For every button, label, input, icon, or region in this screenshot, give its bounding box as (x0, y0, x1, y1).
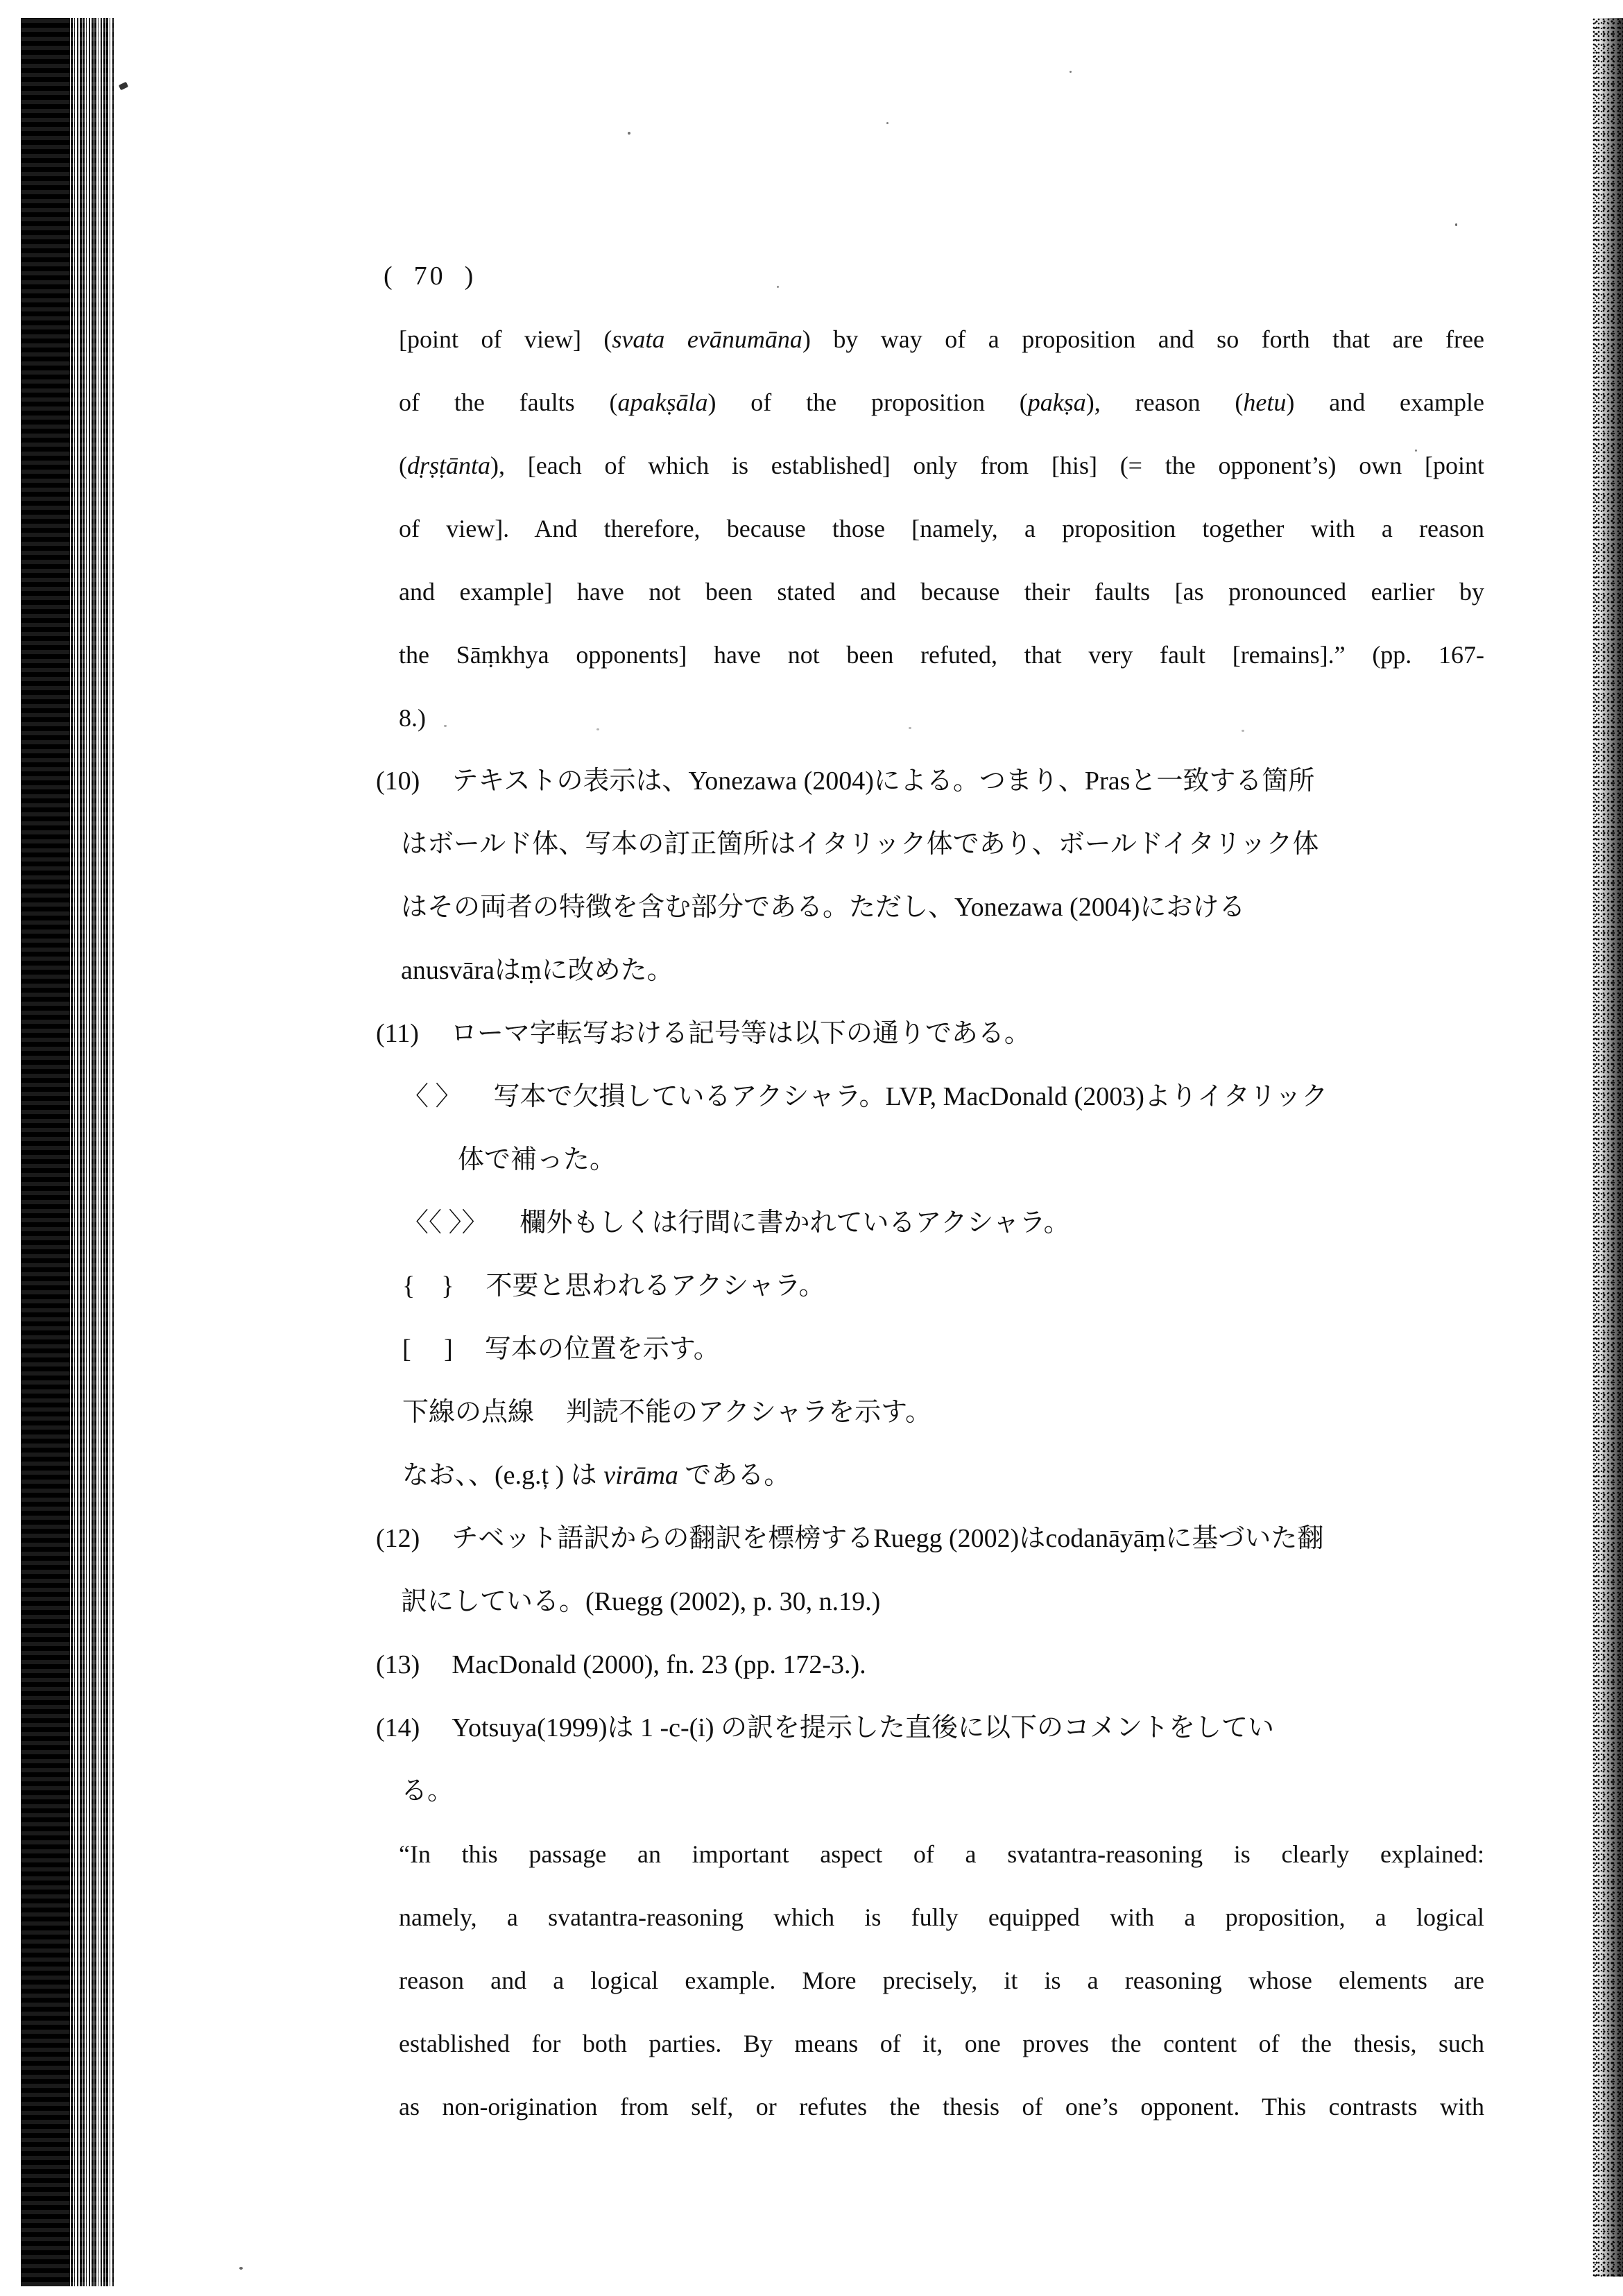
text-segment: 写本で欠損しているアクシャラ。LVP, MacDonald (2003)よりイタリック (493, 1082, 1328, 1111)
footnote-label: (13) (376, 1650, 420, 1679)
text-line (361, 1634, 1498, 1697)
footnote-label: (11) (376, 1019, 419, 1048)
text-segment: as non-origination from self, or refutes the thesis of one’s opponent. This contrasts with (399, 2093, 1484, 2121)
text-line (361, 1129, 1498, 1192)
footnote-label: 〈〈 〉〉 (402, 1208, 488, 1237)
text-segment: and example] have not been stated and because their faults [as pronounced earlier by (399, 578, 1484, 606)
scan-speck (777, 286, 779, 288)
text-segment: テキストの表示は、Yonezawa (2004)による。つまり、Prasと一致する箇所 (452, 766, 1315, 796)
text-segment: である。 (678, 1461, 791, 1490)
text-segment: ローマ字転写おける記号等は以下の通りである。 (450, 1019, 1031, 1048)
text-segment: hetu (1243, 388, 1287, 416)
text-line (361, 813, 1498, 876)
text-line (361, 1002, 1498, 1065)
footnote-label: 〈 〉 (402, 1082, 462, 1111)
text-segment: ( (399, 452, 407, 479)
text-segment: はその両者の特徴を含む部分である。ただし、Yonezawa (2004)における (401, 893, 1246, 922)
text-segment: ) of the proposition ( (707, 388, 1028, 416)
text-segment: ) by way of a proposition and so forth that are free (802, 325, 1484, 353)
text-line (361, 1949, 1484, 2012)
text-segment: apakṣāla (617, 388, 708, 416)
text-line (361, 497, 1484, 560)
text-line (361, 876, 1498, 939)
scan-noise-band (1592, 18, 1623, 2277)
text-line (361, 1507, 1498, 1570)
scan-speck (119, 82, 128, 90)
text-segment: namely, a svatantra-reasoning which is fully equipped with a proposition, a logical (399, 1903, 1484, 1931)
text-segment: established for both parties. By means of it, one proves the content of the thesis, such (399, 2030, 1484, 2057)
footnote-label: (14) (376, 1713, 420, 1742)
text-segment: ), [each of which is established] only from [his] (= the opponent’s) own [point (490, 452, 1484, 479)
text-line (361, 1570, 1498, 1634)
text-segment: dṛṣṭānta (407, 452, 491, 479)
footnote-label: 下線の点線 (402, 1398, 535, 1427)
scan-speck (1070, 71, 1072, 73)
text-line (361, 687, 1498, 750)
text-segment: 欄外もしくは行間に書かれているアクシャラ。 (519, 1208, 1070, 1237)
text-segment: ), reason ( (1085, 388, 1244, 416)
text-segment: なお、、(e.g.ț ) は (402, 1461, 604, 1490)
text-segment: チベット語訳からの翻訳を標榜するRuegg (2002)はcodanāyāṃに基づいた翻 (452, 1524, 1324, 1553)
text-line (361, 750, 1498, 813)
text-line (361, 1886, 1484, 1949)
footnote-label: (10) (376, 766, 420, 796)
footnote-label: (12) (376, 1524, 420, 1553)
footnote-label: [ ] (402, 1335, 453, 1364)
text-segment: [point of view] ( (399, 325, 612, 353)
text-line (361, 2012, 1484, 2075)
text-segment: 写本の位置を示す。 (484, 1335, 720, 1364)
text-segment: ) and example (1286, 388, 1484, 416)
text-line (361, 560, 1484, 624)
text-line (361, 1192, 1498, 1255)
scan-speck (1455, 223, 1457, 226)
scan-speck (239, 2267, 243, 2270)
text-segment: 判読不能のアクシャラを示す。 (566, 1398, 932, 1427)
text-segment: 8.) (399, 704, 426, 732)
book-binding-shadow (21, 18, 114, 2286)
footnote-label: { } (402, 1271, 454, 1301)
text-line (361, 434, 1484, 497)
text-segment: Yotsuya(1999)は 1 -c-(i) の訳を提示した直後に以下のコメントをしてい (452, 1713, 1275, 1742)
text-segment: the Sāṃkhya opponents] have not been refuted, that very fault [remains].” (pp. 167- (399, 641, 1484, 669)
text-segment: 不要と思われるアクシャラ。 (486, 1271, 825, 1301)
text-line (361, 1444, 1498, 1507)
scan-speck (628, 132, 630, 135)
text-segment: 体で補った。 (458, 1145, 617, 1174)
text-segment: of the faults ( (399, 388, 618, 416)
text-line (361, 1065, 1498, 1129)
text-line (361, 939, 1498, 1002)
text-block (361, 308, 1498, 2139)
text-segment: “In this passage an important aspect of a svatantra-reasoning is clearly explained: (399, 1840, 1484, 1868)
text-segment: of view]. And therefore, because those [namely, a proposition together with a reason (399, 515, 1484, 542)
text-line (361, 2075, 1484, 2139)
text-line (361, 1381, 1498, 1444)
text-segment: 訳にしている。(Ruegg (2002), p. 30, n.19.) (401, 1587, 881, 1616)
page-number: ( 70 ) (384, 262, 476, 291)
text-segment: MacDonald (2000), fn. 23 (pp. 172-3.). (452, 1650, 866, 1679)
text-segment: virāma (603, 1461, 678, 1490)
text-segment: る。 (401, 1776, 454, 1806)
text-segment: pakṣa (1027, 388, 1086, 416)
text-line (361, 1823, 1484, 1886)
text-segment: reason and a logical example. More precisely, it is a reasoning whose elements are (399, 1967, 1484, 1994)
text-segment: はボールド体、写本の訂正箇所はイタリック体であり、ボールドイタリック体 (401, 830, 1319, 859)
scan-speck (886, 122, 888, 124)
text-line (361, 1760, 1498, 1823)
text-segment: anusvāraはṃに改めた。 (401, 956, 673, 985)
text-line (361, 624, 1484, 687)
text-segment: svata evānumāna (612, 325, 802, 353)
text-line (361, 1697, 1498, 1760)
text-line (361, 371, 1484, 434)
text-line (361, 1255, 1498, 1318)
text-line (361, 308, 1484, 371)
text-line (361, 1318, 1498, 1381)
